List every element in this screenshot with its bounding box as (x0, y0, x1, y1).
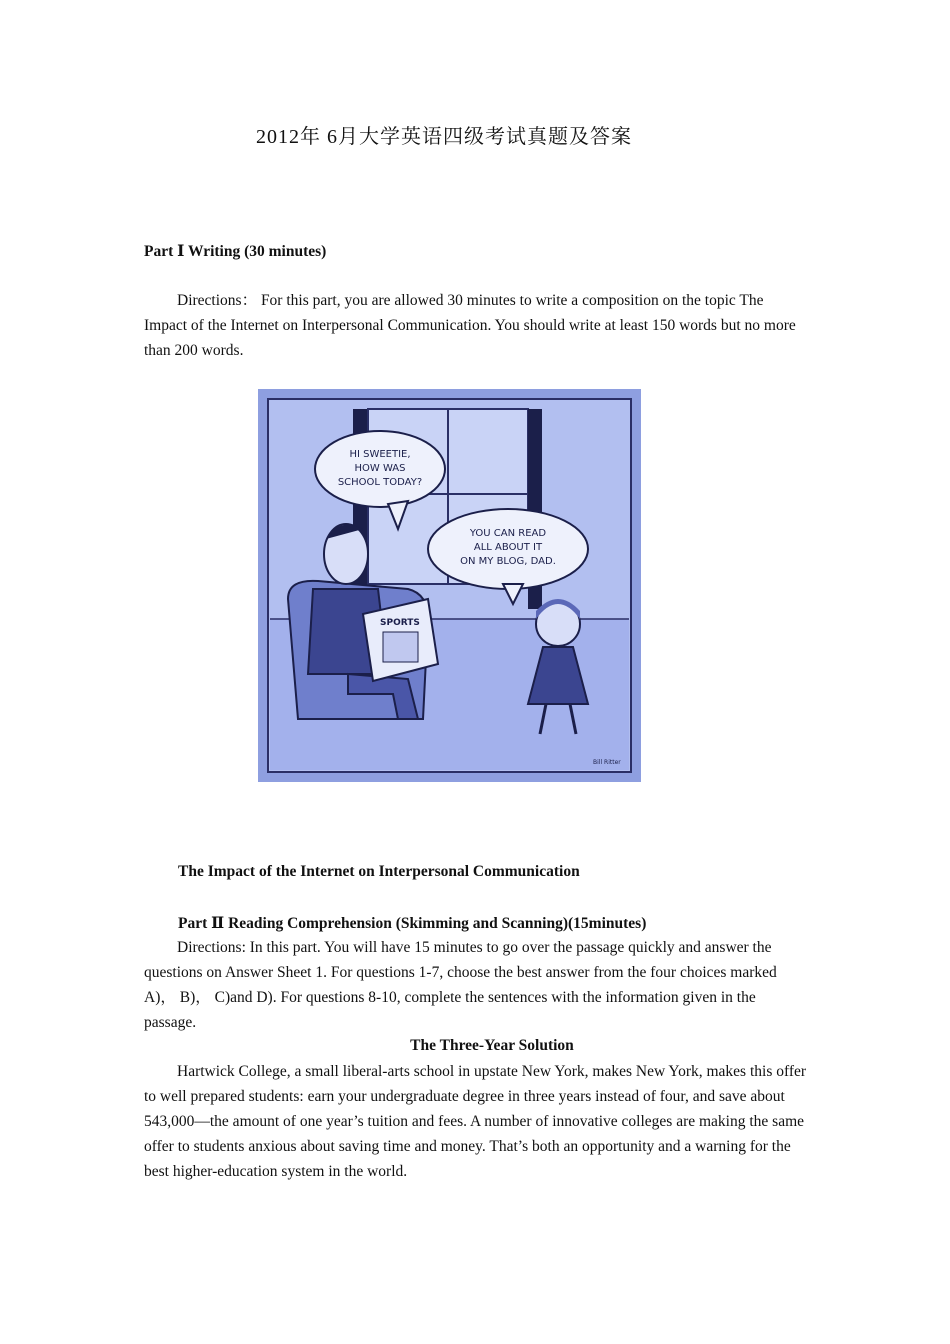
page-title: 2012年 6月大学英语四级考试真题及答案 (256, 126, 632, 148)
passage-title: The Three-Year Solution (410, 1037, 574, 1054)
cartoon-image (258, 389, 641, 782)
part2-directions (144, 935, 808, 1035)
part1-directions-text: Directions： For this part, you are allowed 30 minutes to write a composition on the topic The Impact of the Internet on Interpersonal Communication. You should write at least 150 words but no more than 200 words. (144, 292, 796, 359)
essay-title: The Impact of the Internet on Interpersonal Communication (178, 863, 580, 880)
girl-line-2: ALL ABOUT IT (473, 542, 543, 553)
dad-line-2: HOW WAS (354, 463, 406, 474)
cartoon-signature: Bill Ritter (593, 759, 621, 766)
passage-paragraph-1 (144, 1059, 808, 1184)
part2-heading: Part Ⅱ Reading Comprehension (Skimming and Scanning)(15minutes) (178, 915, 647, 932)
dad-line-1: HI SWEETIE, (349, 449, 411, 460)
girl-line-3: ON MY BLOG, DAD. (460, 556, 556, 567)
girl-line-1: YOU CAN READ (469, 528, 547, 539)
dad-line-3: SCHOOL TODAY? (337, 477, 423, 488)
passage-paragraph-1-text: Hartwick College, a small liberal-arts school in upstate New York, makes New York, makes this offer to well prepared students: earn your undergraduate degree in three years instead of four, and save about 543,000—the amount of one year’s tuition and fees. A number of innovative colleges are making the same offer to students anxious about saving time and money. That’s both an opportunity and a warning for the best higher-education system in the world. (144, 1063, 807, 1180)
newspaper-label: SPORTS (380, 618, 420, 628)
part1-heading: Part Ⅰ Writing (30 minutes) (144, 243, 327, 260)
part2-directions-text: Directions: In this part. You will have 15 minutes to go over the passage quickly and answer the questions on Answer Sheet 1. For questions 1-7, choose the best answer from the four choices marked A)， B)， C)and D). For questions 8-10, complete the sentences with the information given in the passage. (144, 939, 777, 1031)
part1-directions (144, 288, 808, 363)
